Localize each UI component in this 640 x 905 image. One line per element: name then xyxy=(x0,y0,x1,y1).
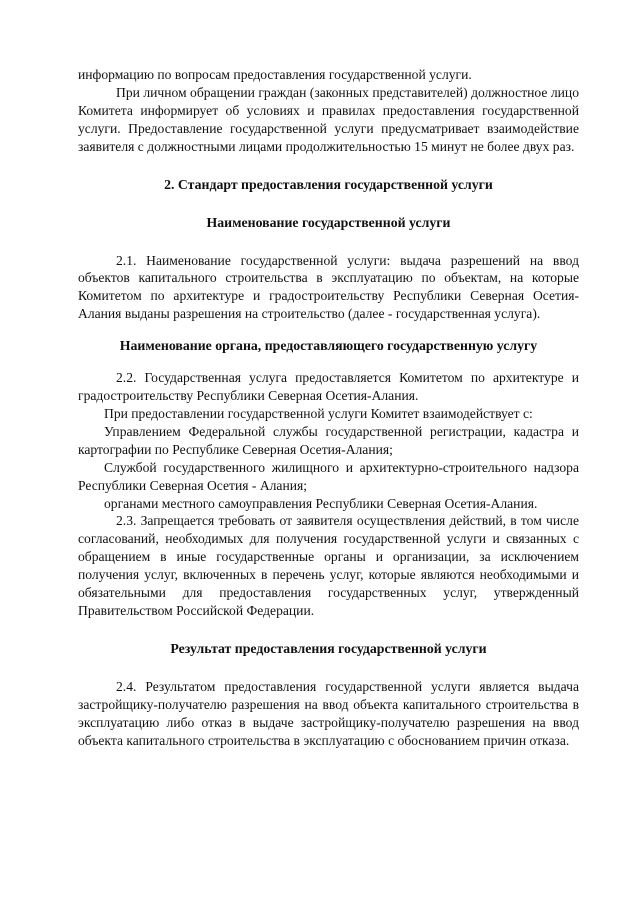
section-2-title: 2. Стандарт предоставления государственной услуги xyxy=(164,176,493,192)
paragraph-2-2-supervision: Службой государственного жилищного и архитектурно-строительного надзора Республики Северная Осетия - Алания; xyxy=(78,459,579,493)
intro-paragraph-2: При личном обращении граждан (законных представителей) должностное лицо Комитета информирует об условиях и правилах предоставления государственной услуги. Предоставление государственной услуги предусматривает взаимодействие заявителя с должностными лицами продолжительностью 15 минут не более двух раз. xyxy=(78,84,579,154)
paragraph-2-4: 2.4. Результатом предоставления государственной услуги является выдача застройщику-получателю разрешения на ввод объекта капитального строительства в эксплуатацию либо отказ в выдаче застройщику-получателю разрешения на ввод объекта капитального строительства в эксплуатацию с обоснованием причин отказа. xyxy=(78,678,579,748)
subheading-result: Результат предоставления государственной услуги xyxy=(170,640,487,656)
paragraph-2-3: 2.3. Запрещается требовать от заявителя осуществления действий, в том числе согласований, необходимых для получения государственной услуги и связанных с обращением в иные государственные органы и организации, за исключением получения услуг, включенных в перечень услуг, которые являются необходимыми и обязательными для предоставления государственных услуг, утвержденный Правительством Российской Федерации. xyxy=(78,513,579,618)
paragraph-2-2-interaction: При предоставлении государственной услуги Комитет взаимодействует с: xyxy=(104,405,533,421)
paragraph-2-2: 2.2. Государственная услуга предоставляется Комитетом по архитектуре и градостроительству Республики Северная Осетия-Алания. xyxy=(78,370,579,404)
paragraph-2-1: 2.1. Наименование государственной услуги: выдача разрешений на ввод объектов капитального строительства в эксплуатацию по объектам, на которые Комитетом по архитектуре и градостроительству Республики Северная Осетия-Алания выданы разрешения на строительство (далее - государственная услуга). xyxy=(78,252,579,322)
subheading-service-name: Наименование государственной услуги xyxy=(206,214,451,230)
document-page xyxy=(78,66,579,749)
paragraph-2-2-local-gov: органами местного самоуправления Республики Северная Осетия-Алания. xyxy=(104,495,538,511)
intro-paragraph-1: информацию по вопросам предоставления государственной услуги. xyxy=(78,67,472,82)
paragraph-2-2-rosreestr: Управлением Федеральной службы государственной регистрации, кадастра и картографии по Республике Северная Осетия-Алания; xyxy=(78,423,579,457)
subheading-authority: Наименование органа, предоставляющего государственную услугу xyxy=(119,338,538,354)
